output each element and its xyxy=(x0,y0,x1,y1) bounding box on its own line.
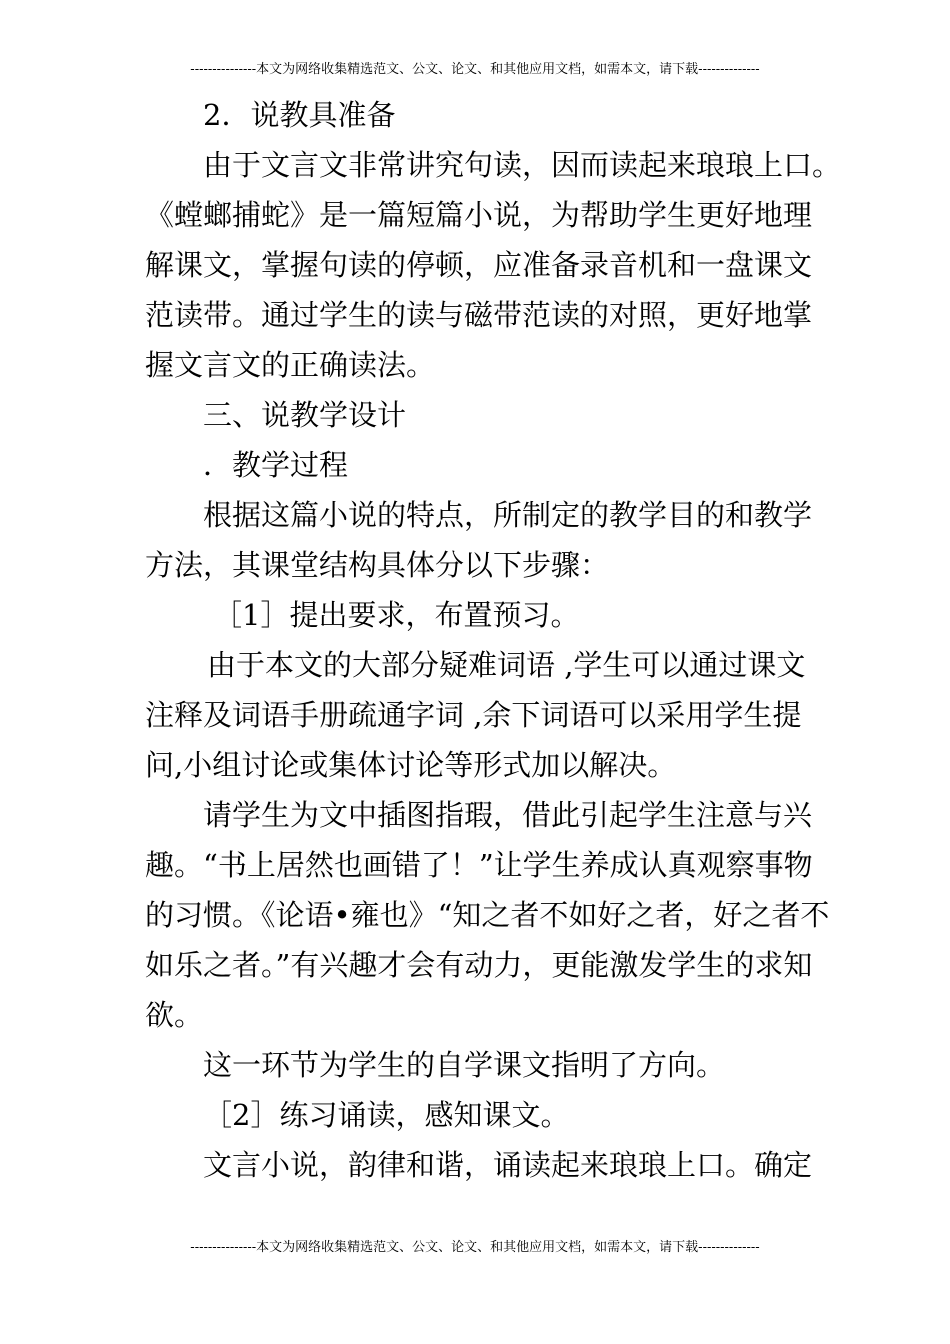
paragraph-line: 这一环节为学生的自学课文指明了方向。 xyxy=(203,1048,726,1082)
paragraph-line: 请学生为文中插图指瑕，借此引起学生注意与兴 xyxy=(203,798,813,832)
paragraph-line: 的习惯。《论语•雍也》“知之者不如好之者，好之者不 xyxy=(145,898,830,932)
paragraph-line: 解课文，掌握句读的停顿，应准备录音机和一盘课文 xyxy=(145,248,813,282)
paragraph-line: 问,小组讨论或集体讨论等形式加以解决。 xyxy=(145,748,677,782)
subsection-heading: ．教学过程 xyxy=(203,448,349,482)
paragraph-line: 注释及词语手册疏通字词 ,余下词语可以采用学生提 xyxy=(145,698,802,732)
paragraph-line: 握文言文的正确读法。 xyxy=(145,348,436,382)
header-banner: ---------------本文为网络收集精选范文、公文、论文、和其他应用文档，如需本文，请下载-------------- xyxy=(190,62,760,77)
paragraph-line: 范读带。通过学生的读与磁带范读的对照，更好地掌 xyxy=(145,298,813,332)
step-heading: ［1］提出要求，布置预习。 xyxy=(213,598,580,632)
paragraph-line: 根据这篇小说的特点，所制定的教学目的和教学 xyxy=(203,498,813,532)
paragraph-line: 文言小说，韵律和谐，诵读起来琅琅上口。确定 xyxy=(203,1148,813,1182)
paragraph-line: 如乐之者。”有兴趣才会有动力，更能激发学生的求知 xyxy=(145,948,813,982)
paragraph-line: 《螳螂捕蛇》是一篇短篇小说，为帮助学生更好地理 xyxy=(145,198,813,232)
footer-banner: ---------------本文为网络收集精选范文、公文、论文、和其他应用文档，如需本文，请下载-------------- xyxy=(190,1240,760,1255)
section-heading: 2．说教具准备 xyxy=(203,98,396,132)
paragraph-line: 趣。“书上居然也画错了！”让学生养成认真观察事物 xyxy=(145,848,813,882)
paragraph-line: 欲。 xyxy=(145,998,204,1032)
section-heading: 三、说教学设计 xyxy=(203,398,407,432)
paragraph-line: 方法，其课堂结构具体分以下步骤： xyxy=(145,548,610,582)
step-heading: ［2］练习诵读，感知课文。 xyxy=(203,1098,570,1132)
paragraph-line: 由于文言文非常讲究句读，因而读起来琅琅上口。 xyxy=(203,148,842,182)
paragraph-line: 由于本文的大部分疑难词语 ,学生可以通过课文 xyxy=(207,648,806,682)
